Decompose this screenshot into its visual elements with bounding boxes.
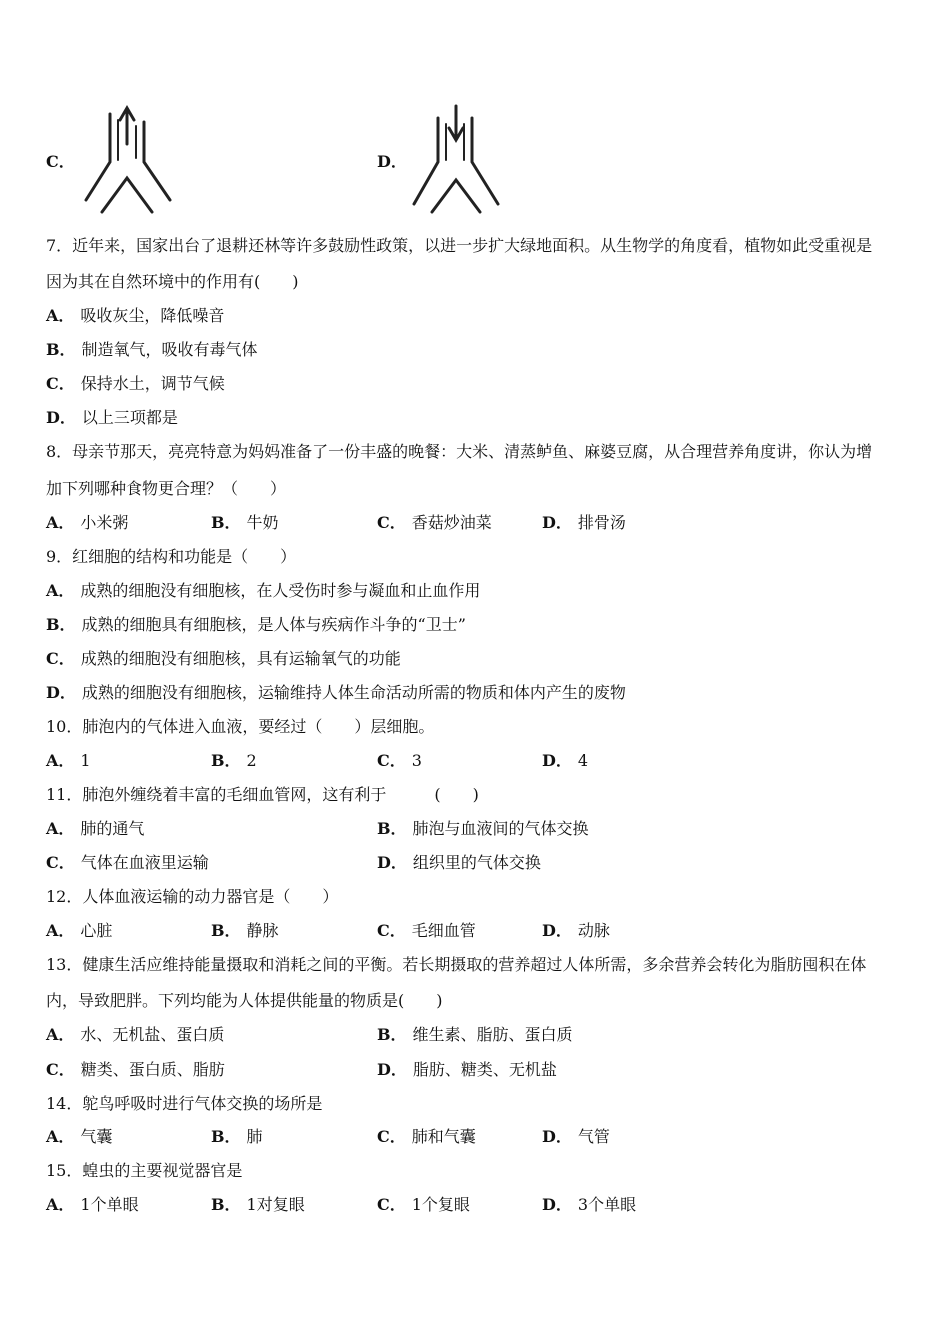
q10-option-b[interactable]: B． 2 [211,751,257,770]
q11-option-b[interactable]: B． 肺泡与血液间的气体交换 [377,819,589,838]
q12-option-b[interactable]: B． 静脉 [211,921,279,940]
q11-option-d[interactable]: D． 组织里的气体交换 [377,853,541,872]
q8-stem-line-2: 加下列哪种食物更合理？（ ） [46,479,287,498]
q14-stem: 14．鸵鸟呼吸时进行气体交换的场所是 [46,1094,323,1113]
q7-stem-line-1: 7．近年来，国家出台了退耕还林等许多鼓励性政策，以进一步扩大绿地面积。从生物学的角度看，植物如此受重视是 [46,236,873,255]
q15-option-c[interactable]: C． 1个复眼 [377,1195,470,1214]
q14-option-b[interactable]: B． 肺 [211,1127,263,1146]
q8-stem-line-1: 8．母亲节那天，亮亮特意为妈妈准备了一份丰盛的晚餐：大米、清蒸鲈鱼、麻婆豆腐，从合理营养角度讲，你认为增 [46,442,873,461]
q7-stem-line-2: 因为其在自然环境中的作用有( ) [46,272,299,291]
q7-option-a[interactable]: A． 吸收灰尘，降低噪音 [46,306,225,325]
q15-option-b[interactable]: B． 1对复眼 [211,1195,305,1214]
q10-option-d[interactable]: D． 4 [542,751,589,770]
q9-stem: 9．红细胞的结构和功能是（ ） [46,547,297,566]
q9-option-d[interactable]: D． 成熟的细胞没有细胞核，运输维持人体生命活动所需的物质和体内产生的废物 [46,683,626,702]
q7-option-d[interactable]: D． 以上三项都是 [46,408,178,427]
q8-option-c[interactable]: C． 香菇炒油菜 [377,513,492,532]
figure-c-bronchus-diagram [80,104,176,216]
q14-option-c[interactable]: C． 肺和气囊 [377,1127,476,1146]
q13-option-b[interactable]: B． 维生素、脂肪、蛋白质 [377,1025,573,1044]
q13-option-a[interactable]: A． 水、无机盐、蛋白质 [46,1025,225,1044]
q13-stem-line-1: 13．健康生活应维持能量摄取和消耗之间的平衡。若长期摄取的营养超过人体所需，多余营养会转化为脂肪囤积在体 [46,955,867,974]
q11-stem: 11．肺泡外缠绕着丰富的毛细血管网，这有利于 ( ) [46,785,479,804]
q12-option-c[interactable]: C． 毛细血管 [377,921,476,940]
q14-option-d[interactable]: D． 气管 [542,1127,610,1146]
q15-stem: 15．蝗虫的主要视觉器官是 [46,1161,243,1180]
q9-option-c[interactable]: C． 成熟的细胞没有细胞核，具有运输氧气的功能 [46,649,401,668]
q9-option-a[interactable]: A． 成熟的细胞没有细胞核，在人受伤时参与凝血和止血作用 [46,581,481,600]
q13-option-c[interactable]: C． 糖类、蛋白质、脂肪 [46,1060,225,1079]
q9-option-b[interactable]: B． 成熟的细胞具有细胞核，是人体与疾病作斗争的“卫士” [46,615,466,634]
q10-stem: 10．肺泡内的气体进入血液，要经过（ ）层细胞。 [46,717,435,736]
q15-option-d[interactable]: D． 3个单眼 [542,1195,637,1214]
q12-option-d[interactable]: D． 动脉 [542,921,610,940]
q8-option-d[interactable]: D． 排骨汤 [542,513,626,532]
q7-option-b[interactable]: B． 制造氧气，吸收有毒气体 [46,340,258,359]
figure-c-label: C． [46,152,75,171]
q7-option-c[interactable]: C． 保持水土，调节气候 [46,374,225,393]
q11-option-a[interactable]: A． 肺的通气 [46,819,145,838]
q15-option-a[interactable]: A． 1个单眼 [46,1195,139,1214]
q13-option-d[interactable]: D． 脂肪、糖类、无机盐 [377,1060,557,1079]
q8-option-b[interactable]: B． 牛奶 [211,513,279,532]
q8-option-a[interactable]: A． 小米粥 [46,513,129,532]
figure-d-label: D． [377,152,407,171]
q10-option-c[interactable]: C． 3 [377,751,422,770]
q12-stem: 12．人体血液运输的动力器官是（ ） [46,887,339,906]
q10-option-a[interactable]: A． 1 [46,751,91,770]
q14-option-a[interactable]: A． 气囊 [46,1127,113,1146]
q12-option-a[interactable]: A． 心脏 [46,921,113,940]
figure-d-bronchus-diagram [410,104,506,216]
q11-option-c[interactable]: C． 气体在血液里运输 [46,853,209,872]
q13-stem-line-2: 内，导致肥胖。下列均能为人体提供能量的物质是( ) [46,991,443,1010]
